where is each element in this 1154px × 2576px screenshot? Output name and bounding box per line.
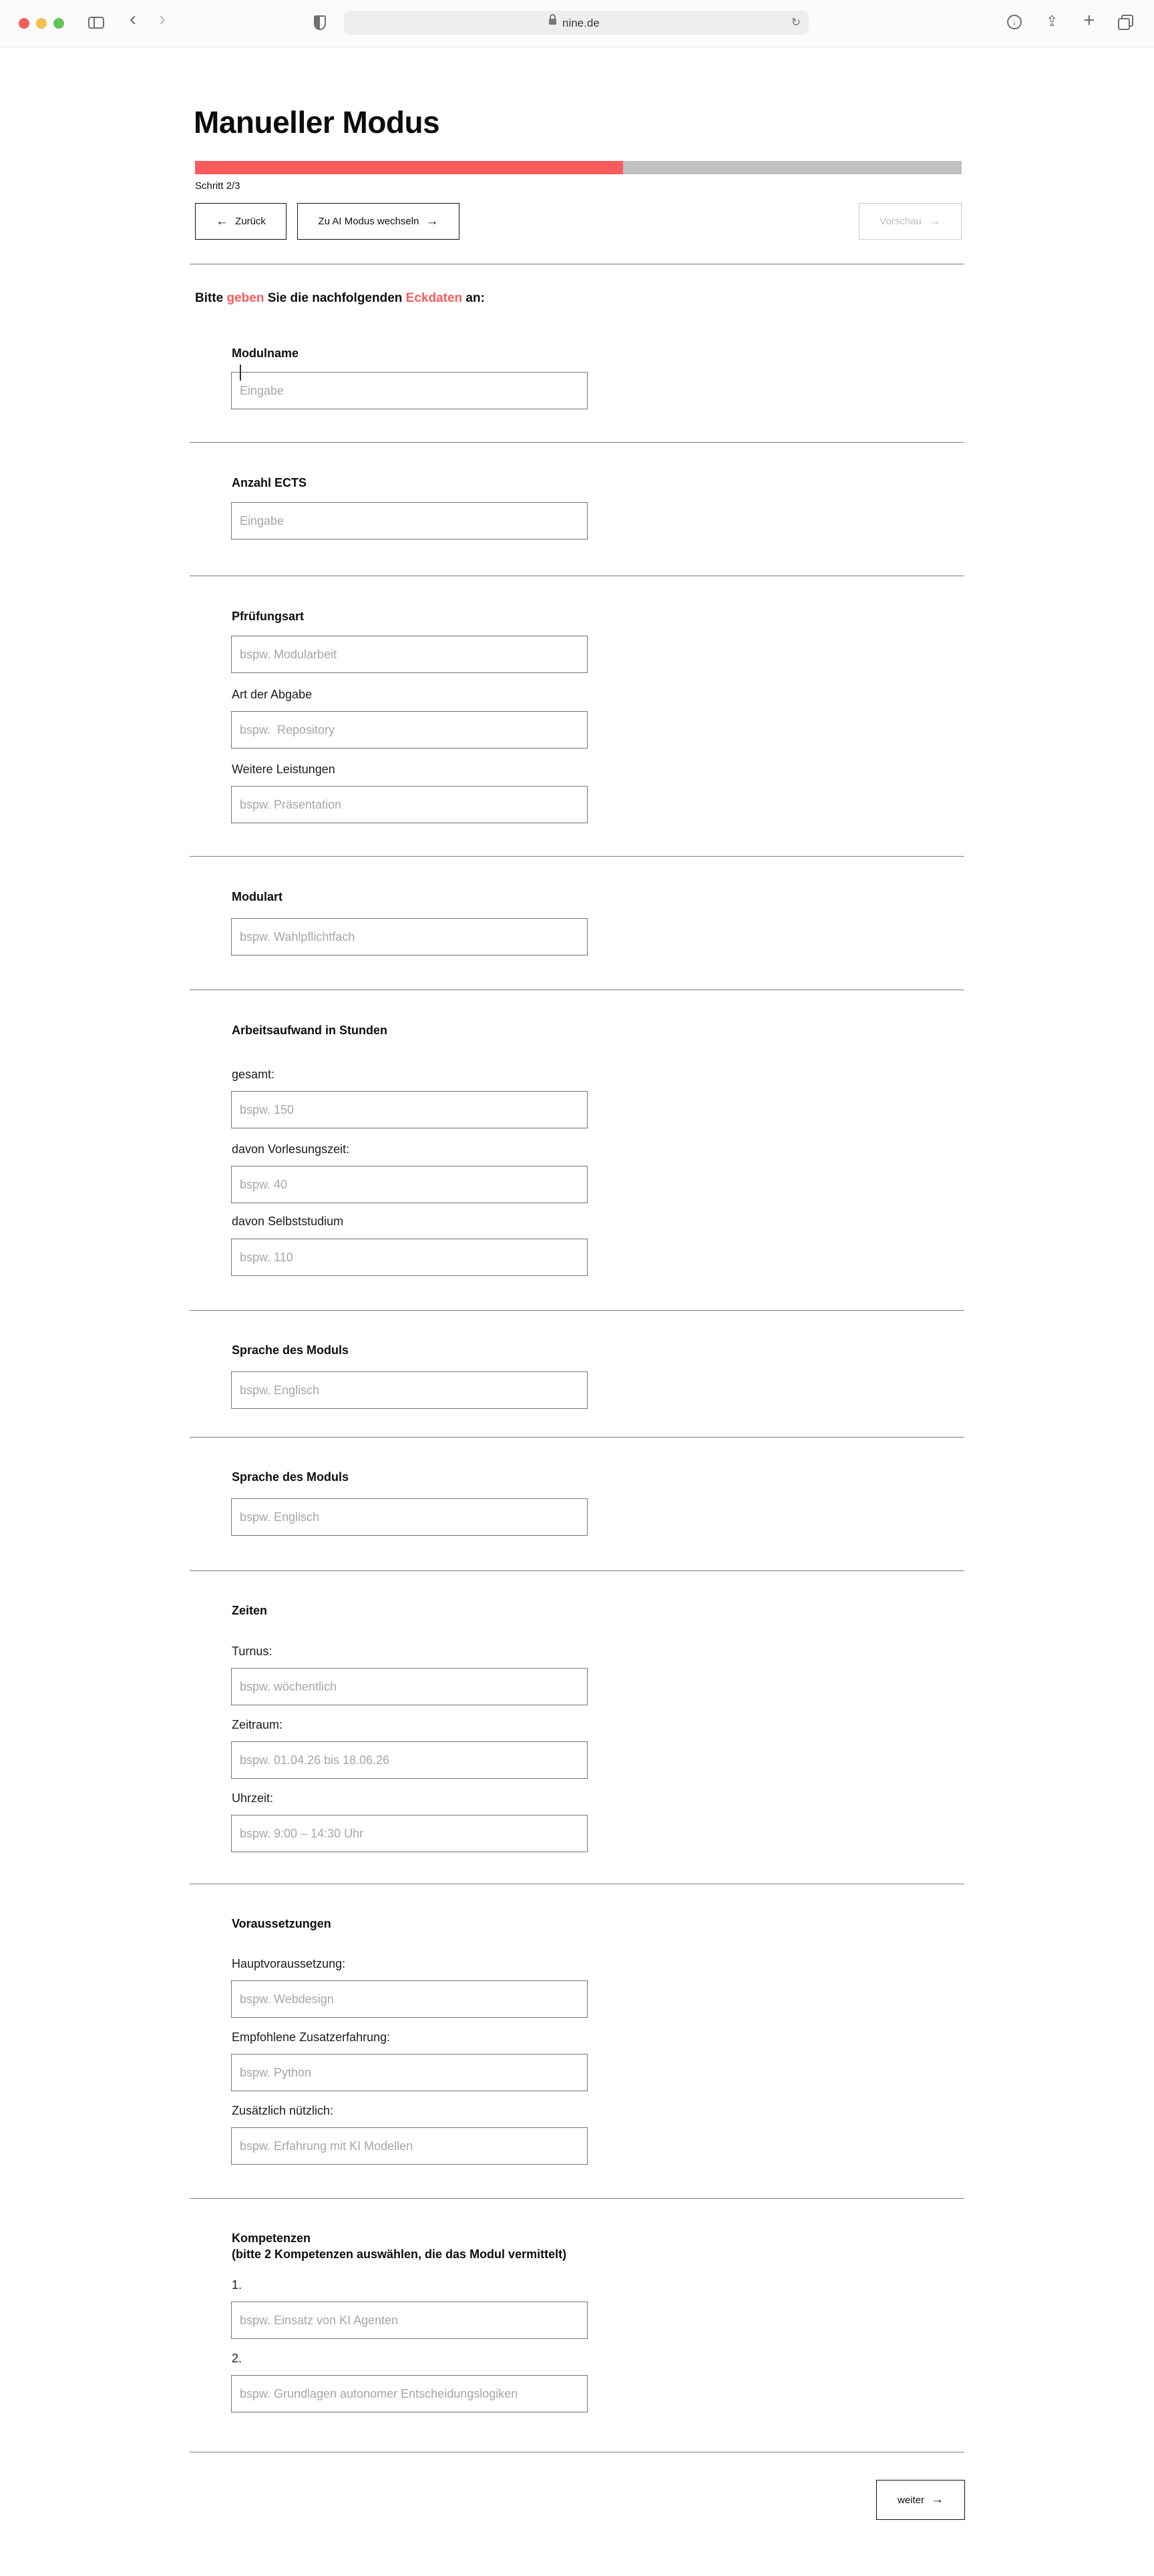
nav-forward-icon[interactable]: ›	[159, 8, 166, 30]
minimize-window-button[interactable]	[36, 18, 47, 29]
intro-text-part: Sie die nachfolgenden	[264, 291, 406, 305]
kompetenz-1-label: 1.	[232, 2278, 242, 2292]
turnus-input[interactable]	[231, 1668, 588, 1705]
intro-highlight: Eckdaten	[405, 291, 463, 305]
back-button-label: Zurück	[235, 216, 266, 227]
intro-text-part: an:	[462, 291, 485, 305]
next-button[interactable]	[876, 2480, 965, 2520]
download-icon[interactable]: ↓	[1007, 15, 1022, 29]
selbststudium-input[interactable]	[231, 1239, 588, 1276]
kompetenzen-subtitle: (bitte 2 Kompetenzen auswählen, die das Modul vermittelt)	[232, 2247, 567, 2261]
arrow-right-icon: →	[425, 214, 439, 228]
kompetenz-2-label: 2.	[232, 2352, 242, 2365]
divider	[190, 1310, 964, 1311]
preview-button-label: Vorschau	[880, 216, 922, 227]
section-title-ects: Anzahl ECTS	[232, 476, 307, 489]
arrow-left-icon: ←	[216, 214, 229, 228]
arrow-right-icon: →	[931, 2493, 944, 2507]
ects-input[interactable]	[231, 502, 588, 540]
zusaetzlich-nuetzlich-input[interactable]	[231, 2127, 588, 2165]
weitere-leistungen-input[interactable]	[231, 786, 588, 823]
turnus-label: Turnus:	[232, 1645, 272, 1658]
modulname-input[interactable]	[231, 372, 588, 409]
zeitraum-input[interactable]	[231, 1741, 588, 1779]
kompetenzen-title: Kompetenzen	[232, 2231, 311, 2245]
modulart-input[interactable]	[231, 918, 588, 955]
weitere-leistungen-label: Weitere Leistungen	[232, 763, 335, 776]
section-title-pruefungsart: Pfrüfungsart	[232, 610, 304, 623]
reload-icon[interactable]: ↻	[791, 16, 801, 29]
zeitraum-label: Zeitraum:	[232, 1718, 283, 1731]
sprache-input[interactable]	[231, 1371, 588, 1409]
section-title-modulart: Modulart	[232, 890, 282, 903]
sprache-input-2[interactable]	[231, 1498, 588, 1536]
close-window-button[interactable]	[19, 18, 29, 29]
divider	[190, 1570, 964, 1571]
uhrzeit-input[interactable]	[231, 1815, 588, 1852]
gesamt-label: gesamt:	[232, 1068, 275, 1081]
nav-back-icon[interactable]: ‹	[130, 8, 136, 30]
tab-overview-icon[interactable]	[1118, 15, 1131, 29]
intro-highlight: geben	[226, 291, 264, 305]
hauptvoraussetzung-input[interactable]	[231, 1980, 588, 2018]
zoom-window-button[interactable]	[53, 18, 64, 29]
arrow-right-icon: →	[928, 214, 941, 228]
zusaetzlich-nuetzlich-label: Zusätzlich nützlich:	[232, 2104, 334, 2117]
section-title-kompetenzen	[232, 2230, 566, 2262]
back-button[interactable]	[195, 203, 286, 240]
divider	[190, 856, 964, 857]
preview-button[interactable]	[859, 203, 962, 240]
section-title-sprache-2: Sprache des Moduls	[232, 1470, 349, 1484]
uhrzeit-label: Uhrzeit:	[232, 1791, 274, 1805]
section-title-voraussetzungen: Voraussetzungen	[232, 1917, 331, 1930]
address-url: nine.de	[562, 17, 600, 29]
kompetenz-1-input[interactable]	[231, 2302, 588, 2339]
divider	[190, 442, 964, 443]
zusatzerfahrung-label: Empfohlene Zusatzerfahrung:	[232, 2030, 391, 2044]
intro-text	[195, 291, 485, 306]
pruefungsart-input[interactable]	[231, 636, 588, 673]
section-title-modulname: Modulname	[232, 347, 299, 360]
vorlesungszeit-label: davon Vorlesungszeit:	[232, 1142, 350, 1156]
divider	[190, 2198, 964, 2199]
kompetenz-2-input[interactable]	[231, 2375, 588, 2412]
hauptvoraussetzung-label: Hauptvoraussetzung:	[232, 1957, 346, 1970]
new-tab-icon[interactable]: +	[1083, 9, 1095, 31]
switch-ai-mode-button[interactable]	[297, 203, 459, 240]
privacy-shield-icon[interactable]	[314, 15, 326, 30]
section-title-zeiten: Zeiten	[232, 1604, 268, 1617]
vorlesungszeit-input[interactable]	[231, 1166, 588, 1203]
progress-bar	[195, 161, 962, 174]
share-icon[interactable]: ⇪	[1046, 13, 1059, 29]
selbststudium-label: davon Selbststudium	[232, 1215, 344, 1228]
abgabe-input[interactable]	[231, 711, 588, 748]
section-title-arbeitsaufwand: Arbeitsaufwand in Stunden	[232, 1024, 388, 1037]
intro-text-part: Bitte	[195, 291, 227, 305]
address-bar[interactable]	[344, 11, 809, 35]
section-title-sprache: Sprache des Moduls	[232, 1343, 349, 1357]
zusatzerfahrung-input[interactable]	[231, 2054, 588, 2091]
browser-toolbar	[0, 0, 1154, 47]
progress-bar-fill	[195, 161, 623, 174]
switch-ai-mode-label: Zu AI Modus wechseln	[318, 216, 419, 227]
page-title: Manueller Modus	[194, 105, 440, 140]
text-caret	[240, 365, 241, 381]
divider	[190, 1437, 964, 1438]
abgabe-label: Art der Abgabe	[232, 688, 313, 701]
gesamt-input[interactable]	[231, 1091, 588, 1128]
sidebar-toggle-icon[interactable]	[88, 17, 104, 29]
step-label: Schritt 2/3	[195, 180, 240, 192]
lock-icon	[549, 19, 556, 25]
next-button-label: weiter	[897, 2494, 924, 2506]
